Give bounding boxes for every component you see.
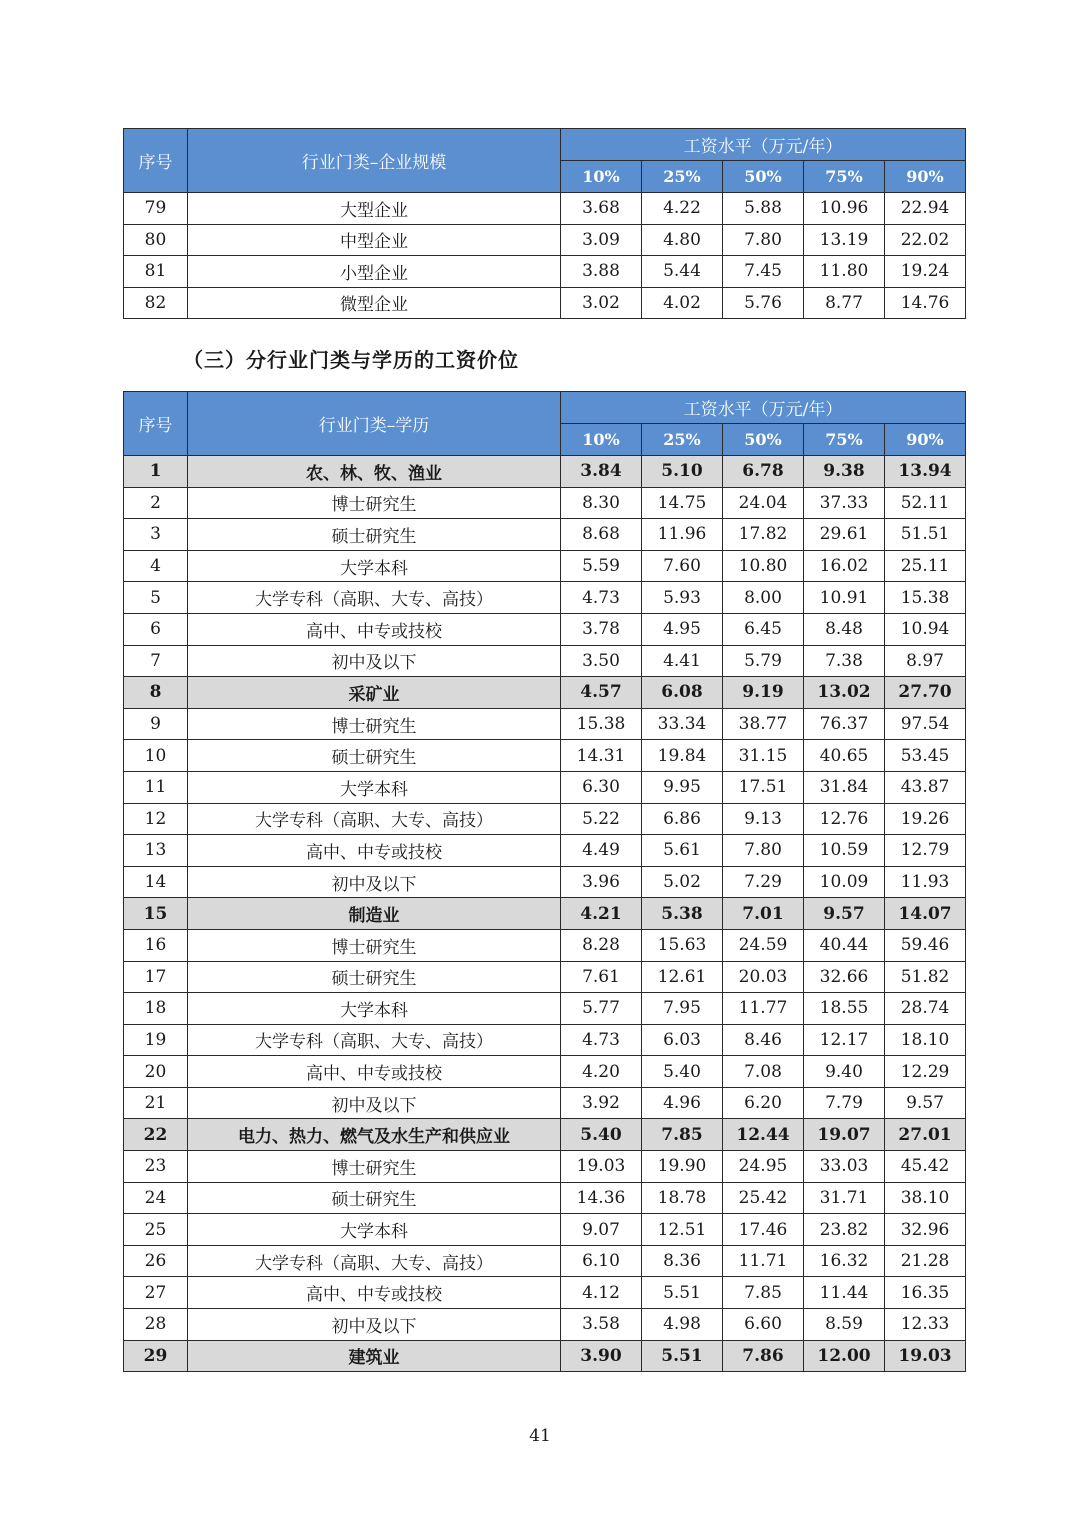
- row-category: 微型企业: [188, 287, 561, 319]
- wage-p25-cell: 33.34: [642, 708, 723, 740]
- wage-p25-cell: 5.61: [642, 835, 723, 867]
- industry-summary-row: [124, 1119, 966, 1151]
- table-row: [124, 835, 966, 867]
- header-p25: 25%: [642, 161, 723, 193]
- wage-p75-cell: 9.57: [804, 898, 885, 930]
- table-row: [124, 1309, 966, 1341]
- wage-p75-cell: 8.59: [804, 1309, 885, 1341]
- wage-p90-cell: 45.42: [885, 1151, 966, 1183]
- header-wage-level: 工资水平（万元/年）: [561, 129, 966, 161]
- row-category: 初中及以下: [188, 1087, 561, 1119]
- table-row: [124, 771, 966, 803]
- header-index: 序号: [124, 129, 188, 193]
- wage-p10-cell: 4.12: [561, 1277, 642, 1309]
- wage-p90-cell: 16.35: [885, 1277, 966, 1309]
- wage-p10-cell: 7.61: [561, 961, 642, 993]
- wage-p10-cell: 3.02: [561, 287, 642, 319]
- wage-p25-cell: 8.36: [642, 1245, 723, 1277]
- table-row: [124, 193, 966, 225]
- wage-p25-cell: 4.98: [642, 1309, 723, 1341]
- header-p50: 50%: [723, 424, 804, 456]
- wage-p25-cell: 4.80: [642, 224, 723, 256]
- row-category: 博士研究生: [188, 1151, 561, 1183]
- header-p10: 10%: [561, 161, 642, 193]
- row-index: 22: [124, 1119, 188, 1151]
- row-index: 18: [124, 993, 188, 1025]
- wage-p75-cell: 10.09: [804, 866, 885, 898]
- wage-p25-cell: 5.51: [642, 1340, 723, 1372]
- table-row: [124, 740, 966, 772]
- wage-p90-cell: 28.74: [885, 993, 966, 1025]
- wage-p50-cell: 7.01: [723, 898, 804, 930]
- wage-p90-cell: 19.24: [885, 256, 966, 288]
- row-index: 2: [124, 487, 188, 519]
- row-index: 26: [124, 1245, 188, 1277]
- wage-p50-cell: 24.95: [723, 1151, 804, 1183]
- wage-p75-cell: 29.61: [804, 519, 885, 551]
- table-row: [124, 613, 966, 645]
- wage-p75-cell: 10.59: [804, 835, 885, 867]
- wage-p75-cell: 7.79: [804, 1087, 885, 1119]
- wage-p10-cell: 4.21: [561, 898, 642, 930]
- wage-p75-cell: 12.00: [804, 1340, 885, 1372]
- row-category: 大学本科: [188, 550, 561, 582]
- header-category: 行业门类–学历: [188, 392, 561, 456]
- wage-p90-cell: 25.11: [885, 550, 966, 582]
- wage-p25-cell: 4.22: [642, 193, 723, 225]
- wage-p50-cell: 17.46: [723, 1214, 804, 1246]
- wage-p25-cell: 15.63: [642, 929, 723, 961]
- wage-p75-cell: 16.02: [804, 550, 885, 582]
- wage-p50-cell: 6.45: [723, 613, 804, 645]
- wage-p90-cell: 19.26: [885, 803, 966, 835]
- table-body: [124, 456, 966, 1372]
- wage-p10-cell: 19.03: [561, 1151, 642, 1183]
- wage-p25-cell: 5.44: [642, 256, 723, 288]
- header-p90: 90%: [885, 424, 966, 456]
- wage-p25-cell: 5.40: [642, 1056, 723, 1088]
- wage-table-education: [123, 391, 966, 1372]
- wage-p50-cell: 8.46: [723, 1024, 804, 1056]
- wage-p50-cell: 9.13: [723, 803, 804, 835]
- wage-p10-cell: 9.07: [561, 1214, 642, 1246]
- row-category: 中型企业: [188, 224, 561, 256]
- table-row: [124, 1056, 966, 1088]
- wage-p90-cell: 22.94: [885, 193, 966, 225]
- wage-p10-cell: 4.73: [561, 582, 642, 614]
- wage-p50-cell: 9.19: [723, 677, 804, 709]
- wage-p50-cell: 38.77: [723, 708, 804, 740]
- wage-p25-cell: 19.84: [642, 740, 723, 772]
- wage-p75-cell: 12.17: [804, 1024, 885, 1056]
- header-p25: 25%: [642, 424, 723, 456]
- row-index: 20: [124, 1056, 188, 1088]
- header-category: 行业门类–企业规模: [188, 129, 561, 193]
- wage-p50-cell: 7.80: [723, 224, 804, 256]
- wage-p50-cell: 24.59: [723, 929, 804, 961]
- wage-p50-cell: 5.76: [723, 287, 804, 319]
- wage-p10-cell: 5.77: [561, 993, 642, 1025]
- wage-p90-cell: 18.10: [885, 1024, 966, 1056]
- wage-p75-cell: 40.44: [804, 929, 885, 961]
- wage-p50-cell: 6.20: [723, 1087, 804, 1119]
- row-category: 高中、中专或技校: [188, 1277, 561, 1309]
- row-index: 8: [124, 677, 188, 709]
- row-category: 小型企业: [188, 256, 561, 288]
- wage-p10-cell: 8.68: [561, 519, 642, 551]
- row-category: 高中、中专或技校: [188, 835, 561, 867]
- wage-p75-cell: 9.38: [804, 456, 885, 488]
- row-index: 19: [124, 1024, 188, 1056]
- wage-p25-cell: 14.75: [642, 487, 723, 519]
- wage-p75-cell: 23.82: [804, 1214, 885, 1246]
- wage-p90-cell: 14.76: [885, 287, 966, 319]
- row-index: 10: [124, 740, 188, 772]
- header-p50: 50%: [723, 161, 804, 193]
- table-row: [124, 708, 966, 740]
- table-row: [124, 1024, 966, 1056]
- table-row: [124, 256, 966, 288]
- wage-p90-cell: 22.02: [885, 224, 966, 256]
- row-category: 硕士研究生: [188, 1182, 561, 1214]
- table-row: [124, 224, 966, 256]
- row-category: 初中及以下: [188, 866, 561, 898]
- wage-p75-cell: 13.19: [804, 224, 885, 256]
- wage-p25-cell: 5.10: [642, 456, 723, 488]
- wage-p10-cell: 6.30: [561, 771, 642, 803]
- row-index: 13: [124, 835, 188, 867]
- row-category: 硕士研究生: [188, 961, 561, 993]
- row-index: 21: [124, 1087, 188, 1119]
- wage-p10-cell: 3.09: [561, 224, 642, 256]
- row-index: 9: [124, 708, 188, 740]
- wage-p25-cell: 6.86: [642, 803, 723, 835]
- wage-p25-cell: 9.95: [642, 771, 723, 803]
- wage-p10-cell: 4.73: [561, 1024, 642, 1056]
- wage-p90-cell: 97.54: [885, 708, 966, 740]
- wage-p50-cell: 17.51: [723, 771, 804, 803]
- wage-p25-cell: 4.02: [642, 287, 723, 319]
- wage-p90-cell: 38.10: [885, 1182, 966, 1214]
- row-index: 16: [124, 929, 188, 961]
- row-index: 29: [124, 1340, 188, 1372]
- header-p75: 75%: [804, 161, 885, 193]
- wage-p10-cell: 6.10: [561, 1245, 642, 1277]
- wage-p50-cell: 7.80: [723, 835, 804, 867]
- wage-p90-cell: 14.07: [885, 898, 966, 930]
- wage-p10-cell: 5.40: [561, 1119, 642, 1151]
- wage-p50-cell: 7.29: [723, 866, 804, 898]
- wage-p50-cell: 7.45: [723, 256, 804, 288]
- wage-p75-cell: 19.07: [804, 1119, 885, 1151]
- wage-p50-cell: 5.88: [723, 193, 804, 225]
- row-index: 23: [124, 1151, 188, 1183]
- wage-p90-cell: 10.94: [885, 613, 966, 645]
- wage-p50-cell: 6.78: [723, 456, 804, 488]
- wage-p25-cell: 7.60: [642, 550, 723, 582]
- wage-p25-cell: 4.95: [642, 613, 723, 645]
- table-row: [124, 645, 966, 677]
- table-row: [124, 1151, 966, 1183]
- wage-p90-cell: 8.97: [885, 645, 966, 677]
- row-index: 82: [124, 287, 188, 319]
- wage-p50-cell: 8.00: [723, 582, 804, 614]
- wage-p25-cell: 7.95: [642, 993, 723, 1025]
- wage-p75-cell: 18.55: [804, 993, 885, 1025]
- wage-p75-cell: 32.66: [804, 961, 885, 993]
- row-index: 7: [124, 645, 188, 677]
- wage-p75-cell: 10.91: [804, 582, 885, 614]
- row-category: 博士研究生: [188, 708, 561, 740]
- row-category: 大学专科（高职、大专、高技）: [188, 582, 561, 614]
- row-category: 大型企业: [188, 193, 561, 225]
- table-row: [124, 1277, 966, 1309]
- wage-p25-cell: 12.61: [642, 961, 723, 993]
- wage-p50-cell: 31.15: [723, 740, 804, 772]
- wage-p90-cell: 27.70: [885, 677, 966, 709]
- wage-p75-cell: 76.37: [804, 708, 885, 740]
- table-row: [124, 803, 966, 835]
- row-index: 11: [124, 771, 188, 803]
- wage-table-enterprise-size: [123, 128, 966, 319]
- wage-p75-cell: 11.80: [804, 256, 885, 288]
- row-category: 大学本科: [188, 771, 561, 803]
- wage-p75-cell: 37.33: [804, 487, 885, 519]
- wage-p25-cell: 5.51: [642, 1277, 723, 1309]
- industry-summary-row: [124, 456, 966, 488]
- row-index: 24: [124, 1182, 188, 1214]
- table-row: [124, 1245, 966, 1277]
- table-row: [124, 993, 966, 1025]
- row-index: 81: [124, 256, 188, 288]
- table-row: [124, 487, 966, 519]
- wage-p10-cell: 3.88: [561, 256, 642, 288]
- wage-p75-cell: 10.96: [804, 193, 885, 225]
- wage-p90-cell: 9.57: [885, 1087, 966, 1119]
- wage-p90-cell: 43.87: [885, 771, 966, 803]
- wage-p50-cell: 7.86: [723, 1340, 804, 1372]
- wage-p50-cell: 11.77: [723, 993, 804, 1025]
- wage-p25-cell: 4.96: [642, 1087, 723, 1119]
- header-p10: 10%: [561, 424, 642, 456]
- section-heading: （三）分行业门类与学历的工资价位: [183, 348, 519, 372]
- table-row: [124, 287, 966, 319]
- wage-p10-cell: 3.50: [561, 645, 642, 677]
- table-row: [124, 961, 966, 993]
- wage-p75-cell: 8.77: [804, 287, 885, 319]
- wage-p10-cell: 4.49: [561, 835, 642, 867]
- wage-p25-cell: 5.93: [642, 582, 723, 614]
- row-index: 1: [124, 456, 188, 488]
- industry-summary-row: [124, 677, 966, 709]
- wage-p75-cell: 11.44: [804, 1277, 885, 1309]
- wage-p50-cell: 5.79: [723, 645, 804, 677]
- wage-p10-cell: 5.59: [561, 550, 642, 582]
- row-category: 硕士研究生: [188, 740, 561, 772]
- row-category: 初中及以下: [188, 645, 561, 677]
- row-category: 电力、热力、燃气及水生产和供应业: [188, 1119, 561, 1151]
- wage-p25-cell: 18.78: [642, 1182, 723, 1214]
- wage-p90-cell: 32.96: [885, 1214, 966, 1246]
- wage-p75-cell: 40.65: [804, 740, 885, 772]
- wage-p90-cell: 12.33: [885, 1309, 966, 1341]
- wage-p10-cell: 4.57: [561, 677, 642, 709]
- row-category: 博士研究生: [188, 487, 561, 519]
- table-row: [124, 866, 966, 898]
- row-category: 大学专科（高职、大专、高技）: [188, 803, 561, 835]
- row-category: 制造业: [188, 898, 561, 930]
- wage-p75-cell: 12.76: [804, 803, 885, 835]
- row-index: 17: [124, 961, 188, 993]
- row-category: 大学专科（高职、大专、高技）: [188, 1024, 561, 1056]
- wage-p10-cell: 8.28: [561, 929, 642, 961]
- row-category: 高中、中专或技校: [188, 1056, 561, 1088]
- wage-p10-cell: 4.20: [561, 1056, 642, 1088]
- wage-p90-cell: 12.29: [885, 1056, 966, 1088]
- wage-p50-cell: 12.44: [723, 1119, 804, 1151]
- wage-p90-cell: 13.94: [885, 456, 966, 488]
- wage-p90-cell: 52.11: [885, 487, 966, 519]
- wage-p90-cell: 12.79: [885, 835, 966, 867]
- row-index: 27: [124, 1277, 188, 1309]
- row-index: 15: [124, 898, 188, 930]
- row-index: 80: [124, 224, 188, 256]
- wage-p50-cell: 10.80: [723, 550, 804, 582]
- table-row: [124, 550, 966, 582]
- industry-summary-row: [124, 898, 966, 930]
- wage-p75-cell: 7.38: [804, 645, 885, 677]
- wage-p10-cell: 5.22: [561, 803, 642, 835]
- wage-p50-cell: 25.42: [723, 1182, 804, 1214]
- row-category: 大学本科: [188, 1214, 561, 1246]
- wage-p25-cell: 5.38: [642, 898, 723, 930]
- row-category: 硕士研究生: [188, 519, 561, 551]
- wage-p10-cell: 3.92: [561, 1087, 642, 1119]
- wage-p10-cell: 8.30: [561, 487, 642, 519]
- table-row: [124, 1214, 966, 1246]
- wage-p90-cell: 15.38: [885, 582, 966, 614]
- header-p90: 90%: [885, 161, 966, 193]
- wage-p90-cell: 51.82: [885, 961, 966, 993]
- wage-p25-cell: 5.02: [642, 866, 723, 898]
- wage-p50-cell: 6.60: [723, 1309, 804, 1341]
- wage-p10-cell: 14.36: [561, 1182, 642, 1214]
- row-index: 6: [124, 613, 188, 645]
- wage-p50-cell: 20.03: [723, 961, 804, 993]
- table-row: [124, 1182, 966, 1214]
- row-index: 5: [124, 582, 188, 614]
- wage-p50-cell: 24.04: [723, 487, 804, 519]
- wage-p75-cell: 8.48: [804, 613, 885, 645]
- header-wage-level: 工资水平（万元/年）: [561, 392, 966, 424]
- row-index: 25: [124, 1214, 188, 1246]
- row-index: 28: [124, 1309, 188, 1341]
- row-index: 3: [124, 519, 188, 551]
- wage-p90-cell: 27.01: [885, 1119, 966, 1151]
- wage-p75-cell: 16.32: [804, 1245, 885, 1277]
- wage-p50-cell: 7.08: [723, 1056, 804, 1088]
- header-p75: 75%: [804, 424, 885, 456]
- wage-p25-cell: 19.90: [642, 1151, 723, 1183]
- wage-p25-cell: 4.41: [642, 645, 723, 677]
- wage-p10-cell: 15.38: [561, 708, 642, 740]
- wage-p50-cell: 17.82: [723, 519, 804, 551]
- wage-p10-cell: 3.96: [561, 866, 642, 898]
- wage-p90-cell: 59.46: [885, 929, 966, 961]
- row-category: 大学专科（高职、大专、高技）: [188, 1245, 561, 1277]
- wage-p50-cell: 7.85: [723, 1277, 804, 1309]
- row-category: 博士研究生: [188, 929, 561, 961]
- table-row: [124, 582, 966, 614]
- table-body: [124, 193, 966, 319]
- wage-p10-cell: 3.68: [561, 193, 642, 225]
- wage-p25-cell: 6.08: [642, 677, 723, 709]
- wage-p90-cell: 53.45: [885, 740, 966, 772]
- wage-p75-cell: 9.40: [804, 1056, 885, 1088]
- wage-p10-cell: 14.31: [561, 740, 642, 772]
- wage-p90-cell: 51.51: [885, 519, 966, 551]
- row-category: 大学本科: [188, 993, 561, 1025]
- row-index: 12: [124, 803, 188, 835]
- row-category: 高中、中专或技校: [188, 613, 561, 645]
- wage-p75-cell: 13.02: [804, 677, 885, 709]
- wage-p75-cell: 31.84: [804, 771, 885, 803]
- row-index: 4: [124, 550, 188, 582]
- wage-p25-cell: 11.96: [642, 519, 723, 551]
- wage-p10-cell: 3.78: [561, 613, 642, 645]
- table-row: [124, 519, 966, 551]
- page-number: 41: [529, 1426, 551, 1446]
- row-category: 建筑业: [188, 1340, 561, 1372]
- table-row: [124, 1087, 966, 1119]
- table-row: [124, 929, 966, 961]
- row-index: 14: [124, 866, 188, 898]
- wage-p90-cell: 11.93: [885, 866, 966, 898]
- wage-p90-cell: 21.28: [885, 1245, 966, 1277]
- wage-p90-cell: 19.03: [885, 1340, 966, 1372]
- wage-p75-cell: 31.71: [804, 1182, 885, 1214]
- row-category: 采矿业: [188, 677, 561, 709]
- wage-p10-cell: 3.84: [561, 456, 642, 488]
- wage-p75-cell: 33.03: [804, 1151, 885, 1183]
- row-index: 79: [124, 193, 188, 225]
- wage-p50-cell: 11.71: [723, 1245, 804, 1277]
- header-index: 序号: [124, 392, 188, 456]
- wage-p10-cell: 3.90: [561, 1340, 642, 1372]
- wage-p25-cell: 12.51: [642, 1214, 723, 1246]
- wage-p25-cell: 7.85: [642, 1119, 723, 1151]
- wage-p25-cell: 6.03: [642, 1024, 723, 1056]
- row-category: 初中及以下: [188, 1309, 561, 1341]
- wage-p10-cell: 3.58: [561, 1309, 642, 1341]
- industry-summary-row: [124, 1340, 966, 1372]
- row-category: 农、林、牧、渔业: [188, 456, 561, 488]
